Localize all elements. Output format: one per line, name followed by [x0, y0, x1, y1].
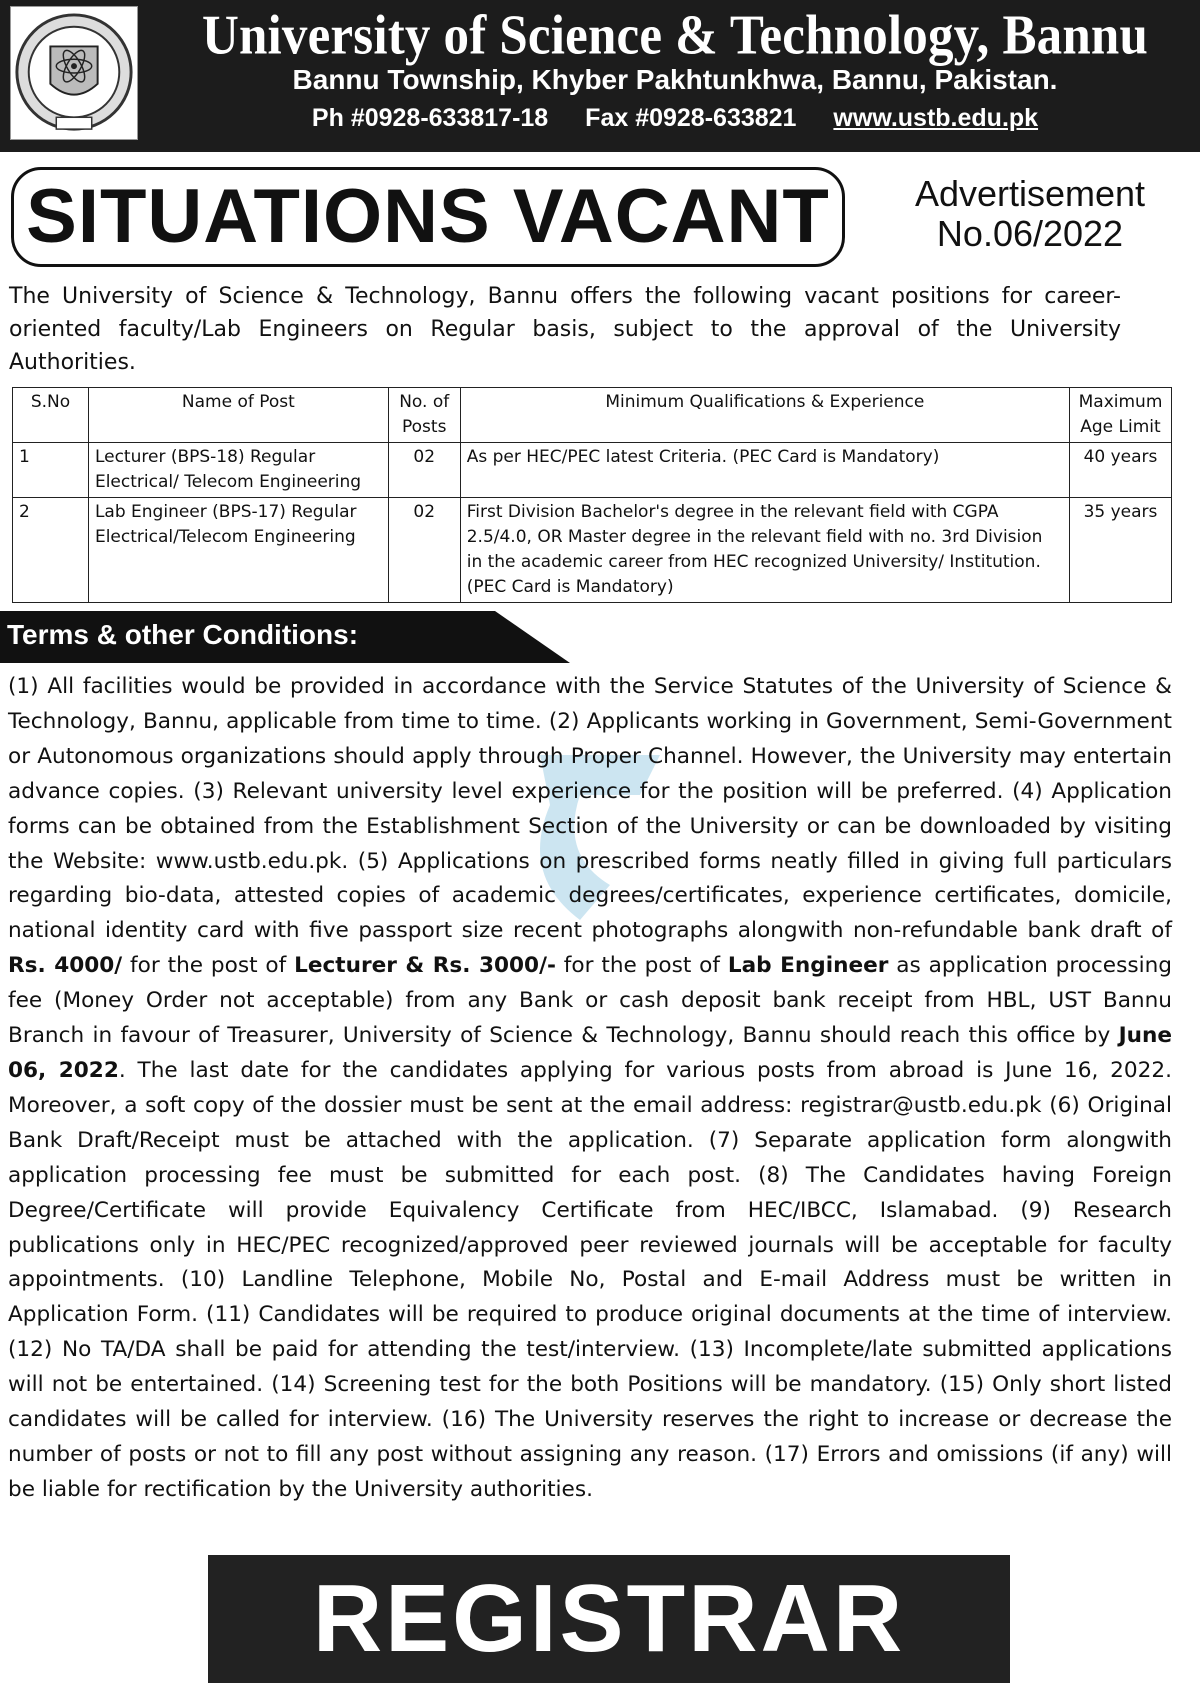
terms-text: as application processing fee (Money Order not acceptable) from any Bank or cash deposit bank receipt from HBL, UST Bannu Branch in favour of Treasurer, University of Science & Technology, Bannu should reach this office by — [8, 953, 1172, 1049]
header-qualifications: Minimum Qualifications & Experience — [460, 388, 1069, 443]
header-posts-line2: Posts — [402, 417, 447, 437]
lab-engineer-post: Lab Engineer — [727, 953, 889, 979]
table-row — [13, 443, 1172, 498]
row-sno: 1 — [13, 443, 89, 498]
website-link[interactable]: www.ustb.edu.pk — [833, 104, 1039, 132]
header-posts-line1: No. of — [399, 392, 450, 412]
lecturer-and-lab-fee: Lecturer & Rs. 3000/- — [294, 953, 556, 979]
row-sno: 2 — [13, 498, 89, 603]
university-crest-icon — [10, 6, 138, 140]
header-age-line2: Age Limit — [1080, 417, 1161, 437]
terms-text: . The last date for the candidates applying for various posts from abroad is June 16, 2022. Moreover, a soft copy of the dossier must be sent at the email address: registrar@ustb.edu.pk (6) Original Bank Draft/Receipt must be attached with the application. (7) Separate application form alongwith application processing fee must be submitted for each post. (8) The Candidates having Foreign Degree/Certificate will provide Equivalency Certificate from HEC/IBCC, Islamabad. (9) Research publications only in HEC/PEC recognized/approved peer reviewed journals will be acceptable for faculty appointments. (10) Landline Telephone, Mobile No, Postal and E-mail Address must be written in Application Form. (11) Candidates will be required to produce original documents at the time of interview. (12) No TA/DA shall be paid for attending the test/interview. (13) Incomplete/late submitted applications will not be entertained. (14) Screening test for the both Positions will be mandatory. (15) Only short listed candidates will be called for interview. (16) The University reserves the right to increase or decrease the number of posts or not to fill any post without assigning any reason. (17) Errors and omissions (if any) will be liable for rectification by the University authorities. — [8, 1057, 1172, 1502]
header-age-line1: Maximum — [1078, 392, 1163, 412]
terms-text: (1) All facilities would be provided in accordance with the Service Statutes of the University of Science & Technology, Bannu, applicable from time to time. (2) Applicants working in Government, Semi-Government or Autonomous organizations should apply through Proper Channel. However, the University may entertain advance copies. (3) Relevant university level experience for the position will be preferred. (4) Application forms can be obtained from the Establishment Section of the University or can be downloaded by visiting the Website: www.ustb.edu.pk. (5) Applications on prescribed forms neatly filled in giving full particulars regarding bio-data, attested copies of academic degrees/certificates, experience certificates, domicile, national identity card with five passport size recent photographs alongwith non-refundable bank draft of — [8, 674, 1172, 944]
row-age-limit: 40 years — [1069, 443, 1171, 498]
university-name: University of Science & Technology, Bannu — [201, 5, 1149, 67]
table-row — [13, 498, 1172, 603]
advertisement-no: No.06/2022 — [936, 213, 1124, 254]
intro-paragraph: The University of Science & Technology, Bannu offers the following vacant positions for career-oriented faculty/Lab Engineers on Regular basis, subject to the approval of the University Authorities. — [9, 284, 1121, 375]
registrar-signature: REGISTRAR — [312, 1565, 906, 1672]
terms-text: for the post of — [122, 953, 295, 979]
row-post — [88, 443, 388, 498]
vacancy-table — [12, 387, 1172, 603]
header-post: Name of Post — [88, 388, 388, 443]
terms-text: for the post of — [555, 953, 728, 979]
row-post-line1: Lecturer (BPS-18) Regular — [94, 447, 316, 467]
row-qualifications: As per HEC/PEC latest Criteria. (PEC Card is Mandatory) — [460, 443, 1069, 498]
advertisement-label: Advertisement — [914, 173, 1146, 214]
fax-number: Fax #0928-633821 — [585, 104, 797, 132]
row-posts-count: 02 — [388, 443, 460, 498]
header-sno: S.No — [13, 388, 89, 443]
header-posts-count — [388, 388, 460, 443]
registrar-banner — [208, 1555, 1010, 1683]
row-post — [88, 498, 388, 603]
row-post-line1: Lab Engineer (BPS-17) Regular — [94, 502, 357, 522]
row-posts-count: 02 — [388, 498, 460, 603]
terms-heading-banner — [0, 611, 570, 663]
header-age-limit — [1069, 388, 1171, 443]
contact-line — [150, 104, 1200, 133]
terms-heading: Terms & other Conditions: — [7, 619, 359, 650]
advertisement-number — [870, 174, 1190, 254]
terms-paragraph — [8, 670, 1172, 1508]
application-deadline: June 06, 2022 — [8, 1023, 1172, 1083]
university-address: Bannu Township, Khyber Pakhtunkhwa, Bannu, Pakistan. — [292, 64, 1058, 95]
page-title: SITUATIONS VACANT — [11, 167, 845, 267]
table-header-row — [13, 388, 1172, 443]
row-post-line2: Electrical/Telecom Engineering — [94, 527, 356, 547]
header-banner — [0, 0, 1200, 152]
row-post-line2: Electrical/ Telecom Engineering — [94, 472, 362, 492]
lecturer-fee: Rs. 4000/ — [8, 953, 123, 979]
phone-number: Ph #0928-633817-18 — [311, 104, 549, 132]
row-qualifications: First Division Bachelor's degree in the relevant field with CGPA 2.5/4.0, OR Master degree in the relevant field with no. 3rd Division in the academic career from HEC recognized University/ Institution. (PEC Card is Mandatory) — [460, 498, 1069, 603]
row-age-limit: 35 years — [1069, 498, 1171, 603]
